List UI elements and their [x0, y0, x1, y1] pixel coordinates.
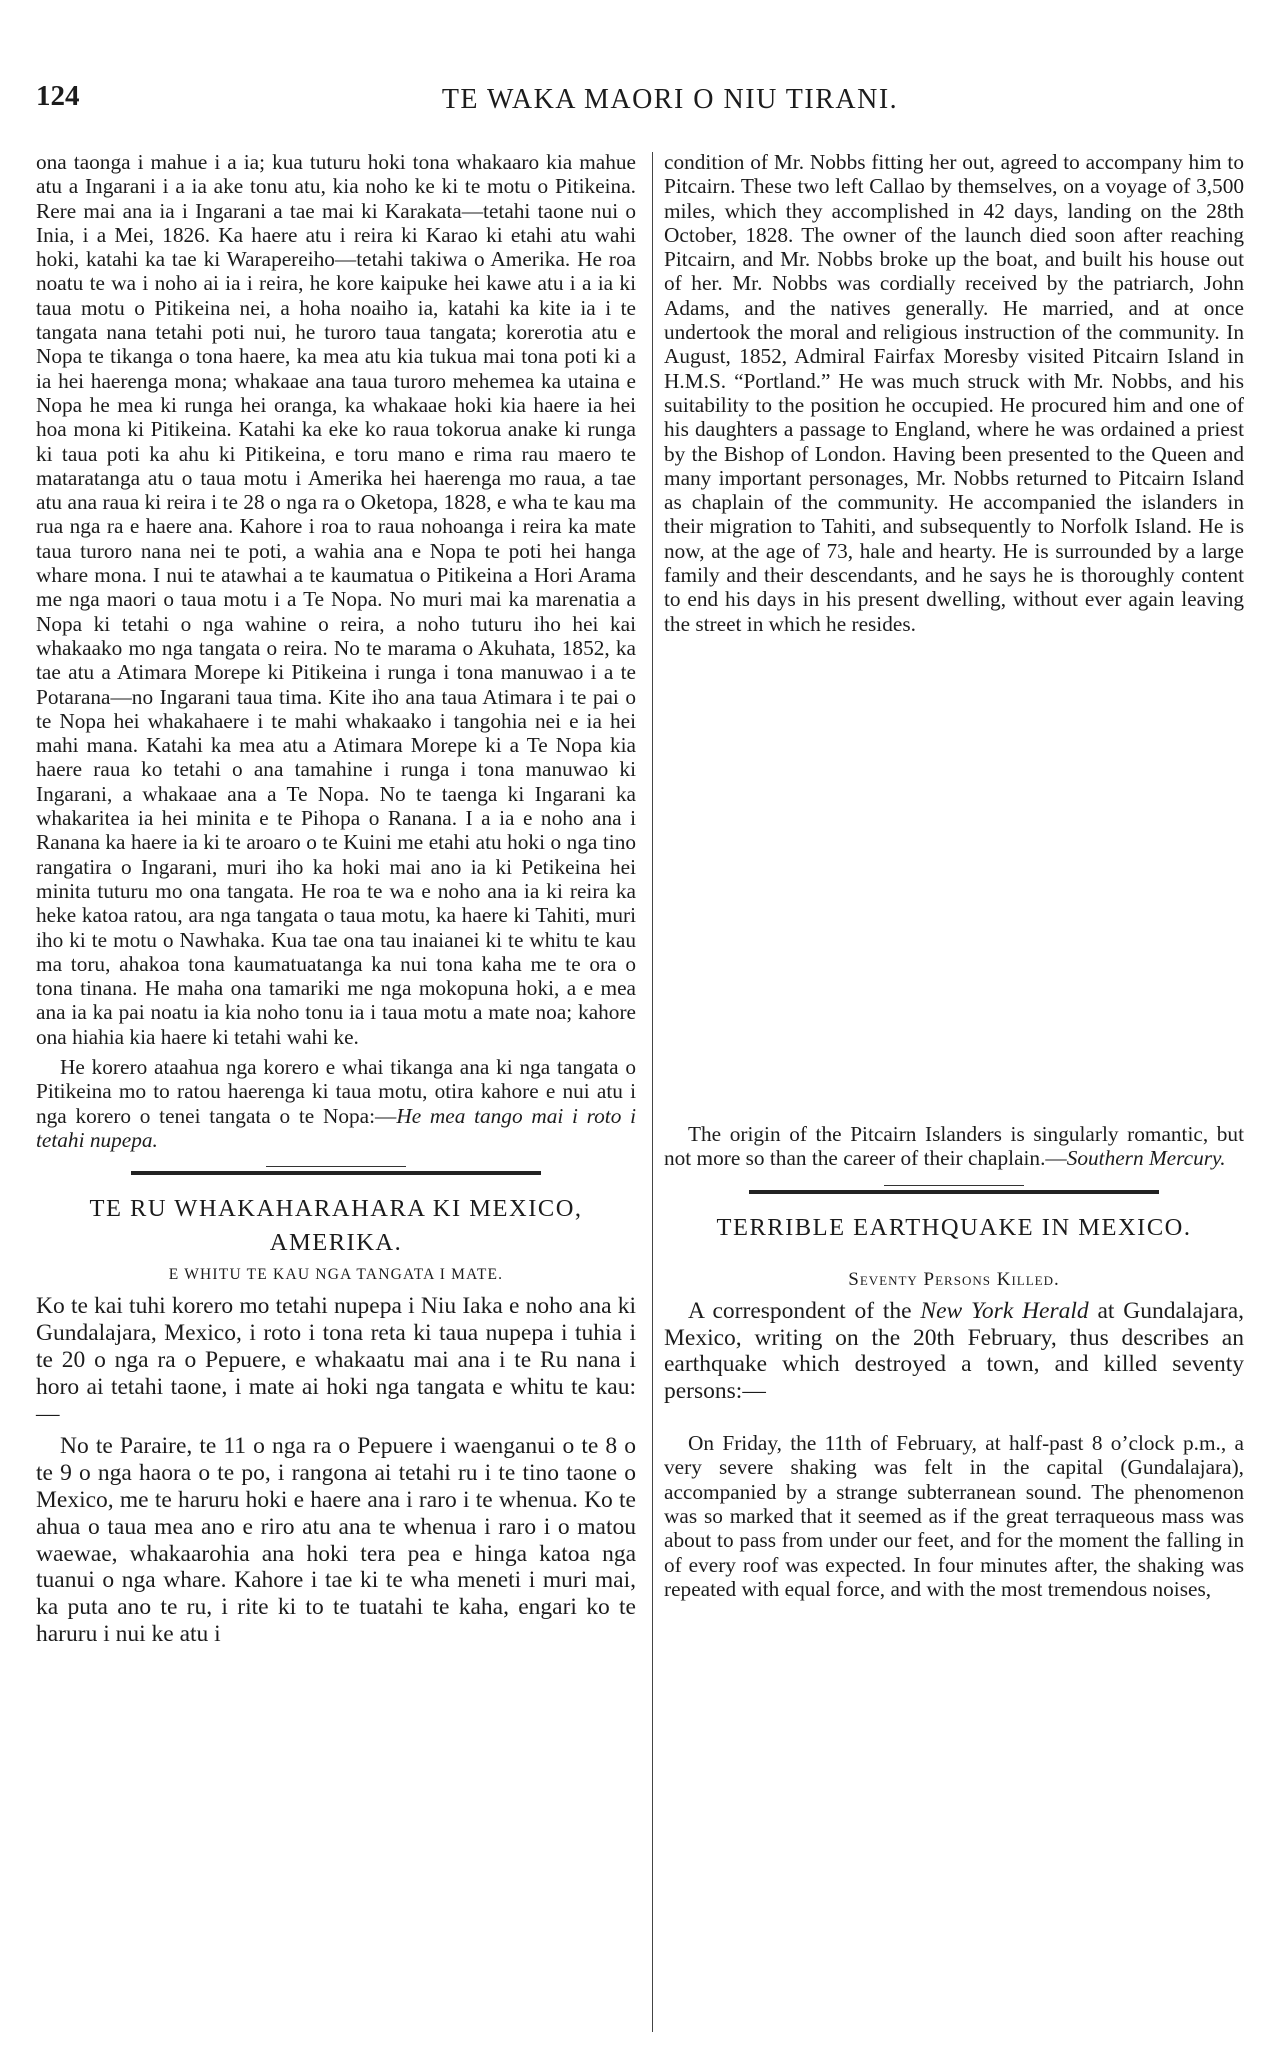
left-section-subtitle: E WHITU TE KAU NGA TANGATA I MATE.	[168, 1266, 504, 1284]
right-paragraph-2	[664, 1122, 1244, 1171]
right-column	[664, 150, 1244, 1607]
left-paragraph-2-source: He mea tango mai i roto i tetahi nupepa.	[36, 1103, 636, 1152]
left-paragraph-2	[36, 1055, 636, 1152]
left-paragraph-3: Ko te kai tuhi korero mo tetahi nupepa i Niu Iaka e noho ana ki Gundalajara, Mexico, i roto i tona reta ki taua nupepa i tuhia i te 20 o nga ra o Pepuere, e whakaatu mai ana i te Ru nana i horo ai tetahi taone, i mate ai hoki nga tangata e whitu te kau:—	[36, 1293, 636, 1427]
left-paragraph-2-text: He korero ataahua nga korero e whai tikanga ana ki nga tangata o Pitikeina mo to ratou haerenga ki taua motu, otira kahore e nui atu i nga korero o tenei tangata o te Nopa:—	[36, 1054, 636, 1128]
left-column	[36, 150, 636, 1654]
right-paragraph-2-source: Southern Mercury.	[1066, 1146, 1226, 1171]
right-paragraph-3-b: at Gundalajara, Mexico, writing on the 20th February, thus describes an earthquake which destroyed a town, and killed seventy persons:—	[664, 1297, 1244, 1405]
right-section-subtitle: Seventy Persons Killed.	[848, 1268, 1060, 1290]
right-paragraph-4: On Friday, the 11th of February, at half-past 8 o’clock p.m., a very severe shaking was felt in the capital (Gundalajara), accompanied by a strange subterranean sound. The phenomenon was so marked that it seemed as if the great terraqueous mass was about to pass from under our feet, and for the moment the falling in of every roof was expected. In four minutes after, the shaking was repeated with equal force, and with the most tremendous noises,	[664, 1431, 1244, 1601]
right-paragraph-3	[664, 1298, 1244, 1405]
right-section-rule	[664, 1185, 1244, 1194]
right-section-title: TERRIBLE EARTHQUAKE IN MEXICO.	[716, 1213, 1192, 1241]
column-divider	[652, 152, 653, 2032]
right-paragraph-2-text: The origin of the Pitcairn Islanders is singularly romantic, but not more so than the career of their chaplain.—	[664, 1121, 1244, 1171]
right-paragraph-1: condition of Mr. Nobbs fitting her out, agreed to accompany him to Pitcairn. These two left Callao by themselves, on a voyage of 3,500 miles, which they accomplished in 42 days, landing on the 28th October, 1828. The owner of the launch died soon after reaching Pitcairn, and Mr. Nobbs broke up the boat, and built his house out of her. Mr. Nobbs was cordially received by the patriarch, John Adams, and the natives generally. He married, and at once undertook the moral and religious instruction of the community. In August, 1852, Admiral Fairfax Moresby visited Pitcairn Island in H.M.S. “Portland.” He was much struck with Mr. Nobbs, and his suitability to the position he occupied. He procured him and one of his daughters a passage to England, where he was ordained a priest by the Bishop of London. Having been presented to the Queen and many important personages, Mr. Nobbs returned to Pitcairn Island as chaplain of the community. He accompanied the islanders in their migration to Tahiti, and subsequently to Norfolk Island. He is now, at the age of 73, hale and hearty. He is surrounded by a large family and their descendants, and he says he is thoroughly content to end his days in his present dwelling, without ever again leaving the street in which he resides.	[664, 150, 1244, 636]
left-paragraph-4: No te Paraire, te 11 o nga ra o Pepuere i waenganui o te 8 o te 9 o nga haora o te po, i rangona ai tetahi ru i te tino taone o Mexico, me te haruru hoki e haere ana i raro i te whenua. Ko te ahua o taua mea ano e riro atu ana te whenua i raro i o matou waewae, whakaarohia ana hoki tera pea e hinga katoa nga tuanui o nga whare. Kahore i tae ki te wha meneti i muri mai, ka puta ano te ru, i rite ki to te tuatahi te kaha, engari ko te haruru i nui ke atu i	[36, 1433, 636, 1648]
page-number: 124	[36, 80, 80, 112]
left-section-title-line2: AMERIKA.	[269, 1229, 403, 1257]
running-title: TE WAKA MAORI O NIU TIRANI.	[441, 84, 899, 115]
left-paragraph-1: ona taonga i mahue i a ia; kua tuturu hoki tona whakaaro kia mahue atu a Ingarani i a ia ake tonu atu, kia noho ke ki te motu o Pitikeina. Rere mai ana ia i Ingarani a tae mai ki Karakata—tetahi taone nui o Inia, i a Mei, 1826. Ka haere atu i reira ki Karao ki etahi atu wahi hoki, katahi ka tae ki Warapereiho—tetahi takiwa o Amerika. He roa noatu te wa i noho ai ia i reira, he kore kaipuke hei kawe atu i a ia ki taua motu o Pitikeina nei, a hoha noaiho ia, katahi ka kite ia i te tangata nana tetahi poti nui, he turoro taua tangata; korerotia atu e Nopa te tikanga o tona haere, ka mea atu kia tukua mai tona poti ki a ia hei haerenga mona; whakaae ana taua turoro mehemea ka utaina e Nopa he mea ki runga hei oranga, ka whakaae hoki kia haere ia hei hoa mona ki Pitikeina. Katahi ka eke ko raua tokorua anake ki runga ki taua poti ka ahu ki Pitikeina, e toru mano e rima rau maero te mataratanga atu o taua motu i Amerika hei haerenga mo raua, a tae atu ana raua ki reira i te 28 o nga ra o Oketopa, 1828, e wha te kau ma rua nga ra e haere ana. Kahore i roa to raua nohoanga i reira ka mate taua turoro nana nei te poti, a wahia ana e Nopa te poti hei hanga whare mona. I nui te atawhai a te kaumatua o Pitikeina a Hori Arama me nga maori o taua motu i a Te Nopa. No muri mai ka marenatia a Nopa ki tetahi o nga wahine o reira, a noho tuturu iho hei kai whakaako mo nga tangata o reira. No te marama o Akuhata, 1852, ka tae atu a Atimara Morepe ki Pitikeina i runga i tona manuwao i a te Potarana—no Ingarani taua tima. Kite iho ana taua Atimara i te pai o te Nopa hei whakahaere i te mahi whakaako i tangohia nei e ia hei mahi mana. Katahi ka mea atu a Atimara Morepe ki a Te Nopa kia haere raua ko tetahi o ana tamahine i runga i tona manuwao ki Ingarani, a whakaae ana a Te Nopa. No te taenga ki Ingarani ka whakaritea ia hei minita e te Pihopa o Ranana. I a ia e noho ana i Ranana ka haere ia ki te aroaro o te Kuini me etahi atu hoki o nga tino rangatira o Ingarani, muri iho ka hoki mai ano ia ki Petikeina hei minita tuturu mo ona tangata. He roa te wa e noho ana ia ki reira ka heke katoa ratou, ara nga tangata o taua motu, ka haere ki Tahiti, muri iho ki te motu o Nawhaka. Kua tae ona tau inaianei ki te whitu te kau ma toru, ahakoa tona kaumatuatanga ka nui tona kaha me te ora o tona tinana. He maha ona tamariki me nga mokopuna hoki, a e mea ana ia ka pai noatu ia kia noho tonu ia i taua motu a mate noa; kahore ona hiahia kia haere ki tetahi wahi ke.	[36, 150, 636, 1049]
left-section-rule	[36, 1166, 636, 1175]
left-section-title-line1: TE RU WHAKAHARAHARA KI MEXICO,	[89, 1195, 583, 1223]
right-paragraph-3-italic: New York Herald	[920, 1297, 1089, 1324]
right-column-blank-space	[664, 642, 1244, 1122]
right-paragraph-3-a: A correspondent of the	[688, 1297, 921, 1324]
